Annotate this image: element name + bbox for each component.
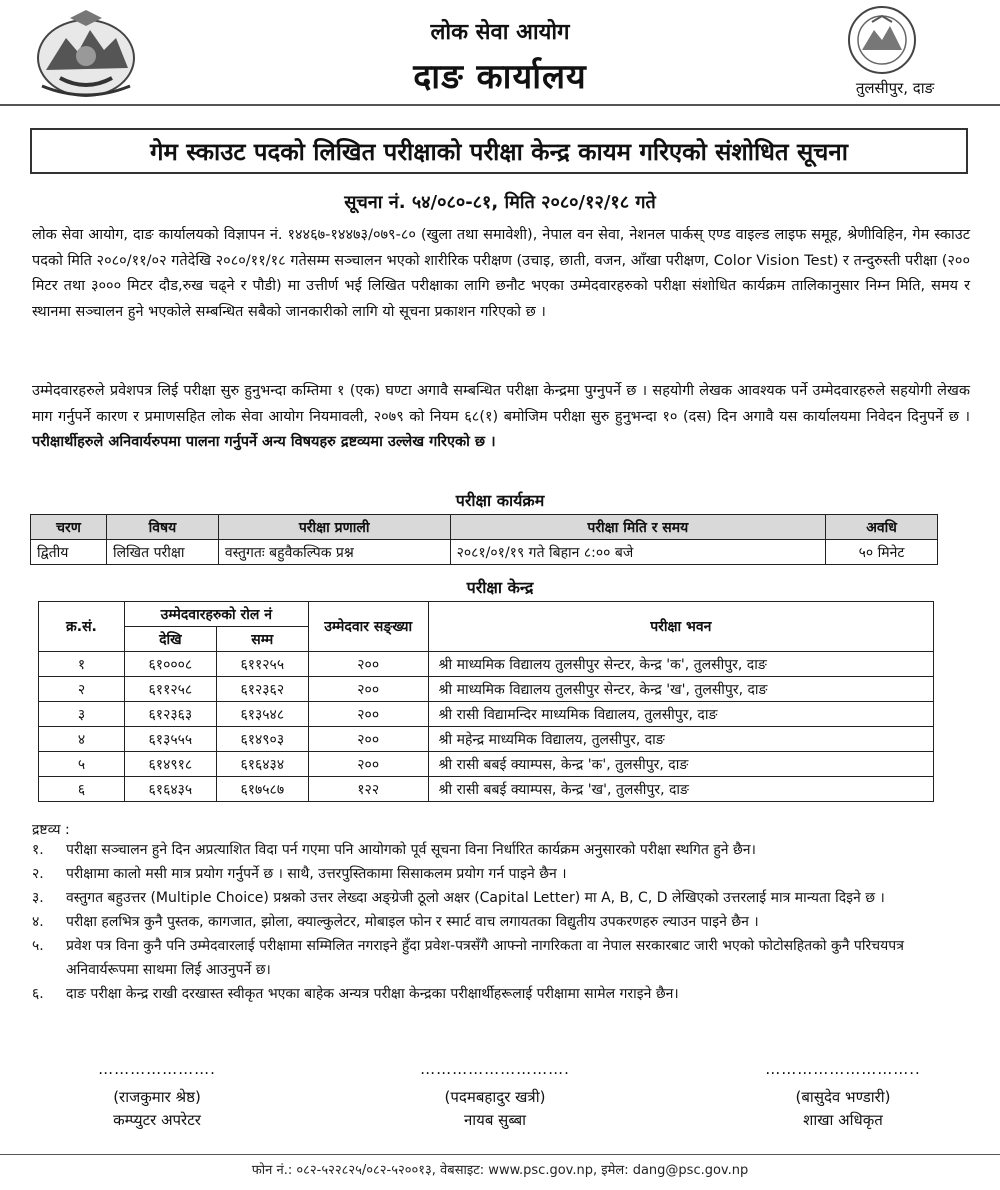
header-cell: उम्मेदवारहरुको रोल नं [124, 602, 308, 627]
table-cell: ६१३५५५ [124, 727, 216, 752]
table-cell: ६१३५४८ [216, 702, 308, 727]
table-cell: श्री माध्यमिक विद्यालय तुलसीपुर सेन्टर, केन्द्र 'ख', तुलसीपुर, दाङ [428, 677, 933, 702]
table-cell: २०० [308, 677, 428, 702]
schedule-title: परीक्षा कार्यक्रम [455, 491, 545, 510]
list-number: २. [32, 866, 44, 882]
table-cell: २०० [308, 702, 428, 727]
table-cell: वस्तुगतः बहुवैकल्पिक प्रश्न [218, 540, 450, 565]
list-item [32, 982, 944, 1006]
table-cell: ५ [39, 752, 125, 777]
list-text: परीक्षामा कालो मसी मात्र प्रयोग गर्नुपर्ने छ । साथै, उत्तरपुस्तिकामा सिसाकलम प्रयोग गर्न पाइने छैन । [66, 866, 567, 882]
signatory-name: (राजकुमार श्रेष्ठ) [113, 1088, 201, 1106]
signature-line: …………………. [98, 1060, 216, 1078]
header-cell: उम्मेदवार सङ्ख्या [308, 602, 428, 652]
table-row [39, 727, 934, 752]
header-cell: विषय [106, 515, 218, 540]
header-cell: चरण [31, 515, 107, 540]
list-number: ६. [32, 986, 44, 1002]
instructions-paragraph [32, 379, 970, 456]
signature-block [52, 1062, 262, 1132]
table-cell: लिखित परीक्षा [106, 540, 218, 565]
table-cell: ६१२३६३ [124, 702, 216, 727]
signatory-name: (पदमबहादुर खत्री) [444, 1088, 546, 1106]
table-header-row [31, 515, 938, 540]
table-cell: ५० मिनेट [826, 540, 938, 565]
letterhead [0, 0, 1000, 104]
table-cell: १२२ [308, 777, 428, 802]
table-cell: ६१६४३४ [216, 752, 308, 777]
header-cell: परीक्षा भवन [428, 602, 933, 652]
header-cell: क्र.सं. [39, 602, 125, 652]
list-item [32, 862, 944, 886]
header-cell: अवधि [826, 515, 938, 540]
signature-block [390, 1062, 600, 1132]
signatory-name: (बासुदेव भण्डारी) [795, 1088, 891, 1106]
org-name: लोक सेवा आयोग [430, 20, 570, 45]
signatory-designation: शाखा अधिकृत [803, 1111, 883, 1129]
table-cell: २०८१/०१/१९ गते बिहान ८:०० बजे [450, 540, 826, 565]
intro-paragraph: लोक सेवा आयोग, दाङ कार्यालयको विज्ञापन नं. १४४६७-१४४७३/०७९-८० (खुला तथा समावेशी), नेपाल वन सेवा, नेशनल पार्कस् एण्ड वाइल्ड लाइफ समूह, श्रेणीविहिन, गेम स्काउट पदको मिति २०८०/११/०२ गतेदेखि २०८०/११/१८ गतेसम्म सञ्चालन भएको शारीरिक परीक्षण (उचाइ, छाती, वजन, आँखा परीक्षण, Color Vision Test) र तन्दुरुस्ती परीक्षा (२०० मिटर तथा ३००० मिटर दौड,रुख चढ्ने र पौडी) मा उत्तीर्ण भई लिखित परीक्षाका लागि छनौट भएका उम्मेदवारहरुको परीक्षा संशोधित कार्यक्रम तालिकानुसार निम्न मिति, समय र स्थानमा सञ्चालन हुने भएकोले सम्बन्धित सबैको जानकारीको लागि यो सूचना प्रकाशन गरिएको छ । [32, 227, 970, 320]
table-cell: ६११२५५ [216, 652, 308, 677]
signature-block [738, 1062, 948, 1132]
table-cell: २०० [308, 752, 428, 777]
list-text: प्रवेश पत्र विना कुनै पनि उम्मेदवारलाई परीक्षामा सम्मिलित नगराइने हुँदा प्रवेश-पत्रसँगै आफ्नो नागरिकता वा नेपाल सरकारबाट जारी भएको फोटोसहितको कुनै परिचयपत्र अनिवार्यरूपमा साथमा लिई आउनुपर्ने छ। [66, 938, 904, 978]
centers-title: परीक्षा केन्द्र [466, 578, 534, 597]
table-header-row [39, 602, 934, 627]
table-cell: श्री महेन्द्र माध्यमिक विद्यालय, तुलसीपुर, दाङ [428, 727, 933, 752]
notice-title: गेम स्काउट पदको लिखित परीक्षाको परीक्षा केन्द्र कायम गरिएको संशोधित सूचना [30, 128, 968, 174]
table-cell: २०० [308, 727, 428, 752]
list-number: १. [32, 842, 44, 858]
table-row [39, 677, 934, 702]
header-divider [0, 104, 1000, 106]
header-cell: परीक्षा मिति र समय [450, 515, 826, 540]
footer-divider [0, 1154, 1000, 1155]
notes-list [32, 838, 944, 1006]
signatory-designation: नायब सुब्बा [463, 1111, 527, 1129]
table-cell: ६१७५८७ [216, 777, 308, 802]
table-cell: ६१४९१८ [124, 752, 216, 777]
table-cell: २ [39, 677, 125, 702]
signature-line: ………………………. [420, 1060, 570, 1078]
list-item [32, 934, 944, 982]
table-row [39, 752, 934, 777]
table-cell: श्री रासी विद्यामन्दिर माध्यमिक विद्यालय, तुलसीपुर, दाङ [428, 702, 933, 727]
office-name: दाङ कार्यालय [413, 57, 587, 97]
header-cell: देखि [124, 627, 216, 652]
list-number: ५. [32, 938, 44, 954]
table-cell: २०० [308, 652, 428, 677]
instructions-bold-text: परीक्षार्थीहरुले अनिवार्यरुपमा पालना गर्नुपर्ने अन्य विषयहरु द्रष्टव्यमा उल्लेख गरिएको छ । [32, 434, 496, 450]
signature-line: ……………………….. [765, 1060, 921, 1078]
notice-number: सूचना नं. ५४/०८०-८१, मिति २०८०/१२/१८ गते [344, 192, 656, 213]
list-text: दाङ परीक्षा केन्द्र राखी दरखास्त स्वीकृत भएका बाहेक अन्यत्र परीक्षा केन्द्रका परीक्षार्थीहरूलाई परीक्षामा सामेल गराइने छैन। [66, 986, 679, 1002]
list-item [32, 838, 944, 862]
list-item [32, 910, 944, 934]
table-cell: ६११२५८ [124, 677, 216, 702]
centers-table [38, 601, 934, 802]
list-number: ३. [32, 890, 44, 906]
list-item [32, 886, 944, 910]
header-cell: सम्म [216, 627, 308, 652]
table-cell: ६ [39, 777, 125, 802]
table-cell: द्वितीय [31, 540, 107, 565]
footer-contact: फोन नं.: ०८२-५२२८२५/०८२-५२००१३, वेबसाइट: www.psc.gov.np, इमेल: dang@psc.gov.np [251, 1163, 749, 1178]
table-cell: श्री रासी बबई क्याम्पस, केन्द्र 'क', तुलसीपुर, दाङ [428, 752, 933, 777]
list-text: वस्तुगत बहुउत्तर (Multiple Choice) प्रश्नको उत्तर लेख्दा अङ्ग्रेजी ठूलो अक्षर (Capital Letter) मा A, B, C, D लेखिएको उत्तरलाई मात्र मान्यता दिइने छ । [66, 890, 885, 906]
table-cell: ६१४९०३ [216, 727, 308, 752]
list-number: ४. [32, 914, 44, 930]
table-row [39, 652, 934, 677]
table-cell: श्री रासी बबई क्याम्पस, केन्द्र 'ख', तुलसीपुर, दाङ [428, 777, 933, 802]
table-cell: ६१२३६२ [216, 677, 308, 702]
signatory-designation: कम्प्युटर अपरेटर [113, 1111, 201, 1129]
table-cell: ६१०००८ [124, 652, 216, 677]
notes-label: द्रष्टव्य : [32, 822, 70, 838]
table-row [39, 777, 934, 802]
table-cell: ३ [39, 702, 125, 727]
table-row [39, 702, 934, 727]
list-text: परीक्षा सञ्चालन हुने दिन अप्रत्याशित विदा पर्न गएमा पनि आयोगको पूर्व सूचना विना निर्धारित कार्यक्रम अनुसारको परीक्षा स्थगित हुने छैन। [66, 842, 756, 858]
list-text: परीक्षा हलभित्र कुनै पुस्तक, कागजात, झोला, क्याल्कुलेटर, मोबाइल फोन र स्मार्ट वाच लगायतका विद्युतीय उपकरणहरु ल्याउन पाइने छैन । [66, 914, 759, 930]
table-cell: ६१६४३५ [124, 777, 216, 802]
office-location: तुलसीपुर, दाङ [855, 79, 935, 97]
schedule-table [30, 514, 938, 565]
table-cell: ४ [39, 727, 125, 752]
instructions-text: उम्मेदवारहरुले प्रवेशपत्र लिई परीक्षा सुरु हुनुभन्दा कम्तिमा १ (एक) घण्टा अगावै सम्बन्धित परीक्षा केन्द्रमा पुग्नुपर्ने छ । सहयोगी लेखक आवश्यक पर्ने उम्मेदवारहरुले सहयोगी लेखक माग गर्नुपर्ने कारण र प्रमाणसहित लोक सेवा आयोग नियमावली, २०७९ को नियम ६८(१) बमोजिम परीक्षा सुरु हुनुभन्दा १० (दस) दिन अगावै यस कार्यालयमा निवेदन दिनुपर्ने छ । [32, 383, 970, 425]
table-cell: श्री माध्यमिक विद्यालय तुलसीपुर सेन्टर, केन्द्र 'क', तुलसीपुर, दाङ [428, 652, 933, 677]
table-cell: १ [39, 652, 125, 677]
table-row [31, 540, 938, 565]
header-cell: परीक्षा प्रणाली [218, 515, 450, 540]
